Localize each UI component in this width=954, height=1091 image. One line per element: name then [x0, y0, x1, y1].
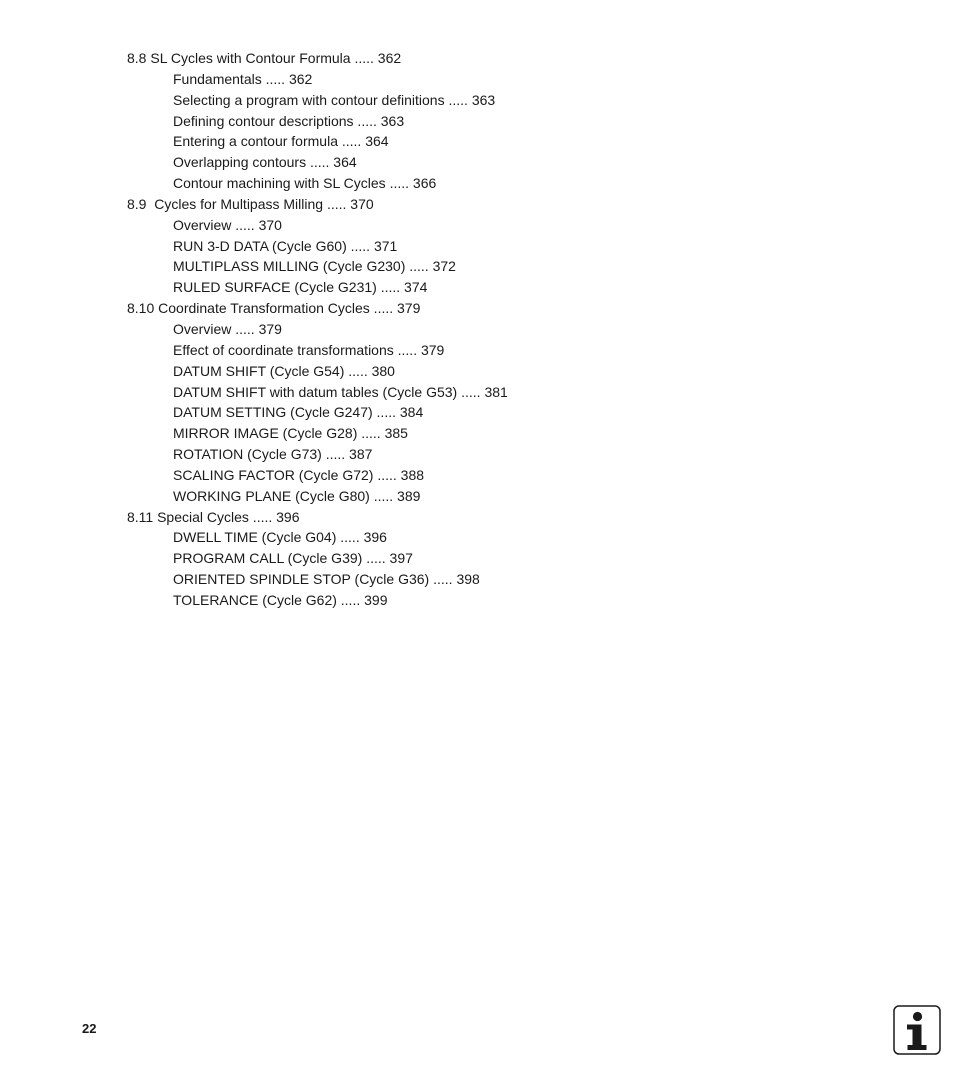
table-of-contents [127, 48, 827, 611]
toc-section-heading: 8.8 SL Cycles with Contour Formula ..... 362 [127, 50, 402, 66]
toc-entry: PROGRAM CALL (Cycle G39) ..... 397 [173, 550, 413, 567]
toc-entry: MULTIPLASS MILLING (Cycle G230) ..... 372 [173, 258, 456, 275]
toc-entry: Overview ..... 379 [173, 320, 282, 337]
toc-entry: ROTATION (Cycle G73) ..... 387 [173, 446, 373, 463]
toc-entry: SCALING FACTOR (Cycle G72) ..... 388 [173, 466, 425, 483]
toc-entry: Selecting a program with contour definitions ..... 363 [173, 91, 496, 108]
toc-entry: Fundamentals ..... 362 [173, 70, 313, 87]
toc-entry: Entering a contour formula ..... 364 [173, 133, 389, 150]
toc-entry: ORIENTED SPINDLE STOP (Cycle G36) ..... 398 [173, 571, 480, 588]
toc-entry: Overlapping contours ..... 364 [173, 154, 357, 171]
page-number: 22 [82, 1021, 97, 1036]
toc-section-heading: 8.10 Coordinate Transformation Cycles ..... 379 [127, 300, 421, 317]
toc-section-heading: 8.9 Cycles for Multipass Milling ..... 370 [127, 195, 374, 212]
toc-entry: RULED SURFACE (Cycle G231) ..... 374 [173, 279, 428, 296]
toc-entry: Overview ..... 370 [173, 216, 282, 233]
toc-entry: Contour machining with SL Cycles ..... 366 [173, 175, 437, 192]
toc-entry: Effect of coordinate transformations ..... 379 [173, 341, 445, 358]
toc-entry: DWELL TIME (Cycle G04) ..... 396 [173, 529, 387, 546]
toc-entry: DATUM SETTING (Cycle G247) ..... 384 [173, 404, 424, 421]
toc-entry: TOLERANCE (Cycle G62) ..... 399 [173, 591, 388, 608]
toc-entry: DATUM SHIFT (Cycle G54) ..... 380 [173, 362, 395, 379]
info-icon [893, 1005, 941, 1055]
toc-entry: DATUM SHIFT with datum tables (Cycle G53) ..... 381 [173, 383, 508, 400]
toc-entry: Defining contour descriptions ..... 363 [173, 112, 405, 129]
toc-entry: MIRROR IMAGE (Cycle G28) ..... 385 [173, 425, 408, 442]
toc-entry: RUN 3-D DATA (Cycle G60) ..... 371 [173, 237, 398, 254]
toc-entry: WORKING PLANE (Cycle G80) ..... 389 [173, 487, 421, 504]
toc-section-heading: 8.11 Special Cycles ..... 396 [127, 508, 300, 525]
